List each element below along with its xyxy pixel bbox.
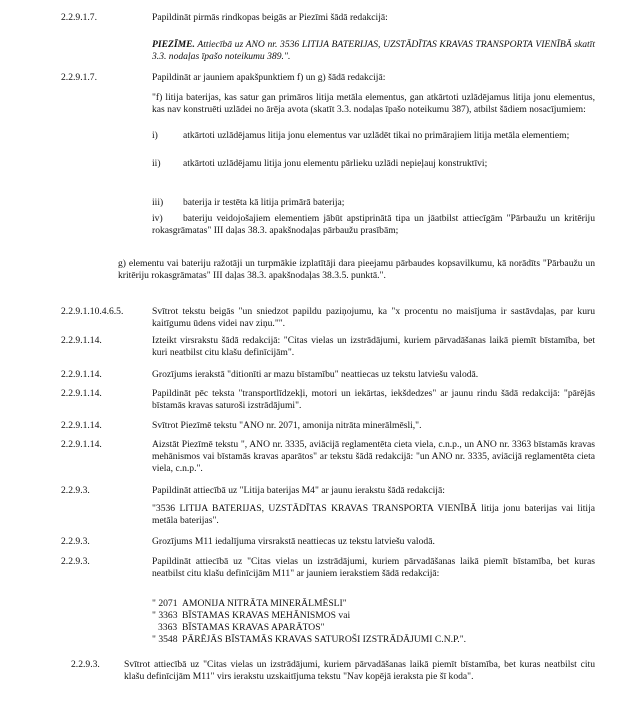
amendment-text: Izteikt virsrakstu šādā redakcijā: "Citas vielas un izstrādājumi, kuriem pārvadāšanas laikā piemīt bīstamība, bet kuri neatbilst citu klašu definīcijām". [152, 335, 595, 359]
amendment-text: Grozījums M11 iedalījuma virsrakstā neattiecas uz tekstu latviešu valodā. [152, 536, 435, 547]
clause-number: 2.2.9.1.14. [61, 420, 102, 431]
item-iii-text: baterija ir testēta kā litija primārā baterija; [183, 197, 345, 208]
clause-number: 2.2.9.1.10.4.6.5. [61, 306, 124, 317]
clause-number: 2.2.9.1.7. [61, 12, 97, 23]
entry-list [152, 598, 595, 646]
amendment-text: Svītrot Piezīmē tekstu "ANO nr. 2071, amonija nitrāta minerālmēsli,". [152, 420, 422, 431]
item-f: "f) litija baterijas, kas satur gan primāros litija metāla elementus, gan atkārtoti uzlādējamus litija jonu elementus, kas nav konstruēti uzlādei no ārēja avota (skatīt 3.3. nodaļas īpašo noteikumu 387), atbilst šādiem nosacījumiem: [152, 92, 595, 116]
note-quote [152, 39, 595, 63]
item-iv-label: iv) [152, 213, 163, 224]
item-i-text: atkārtoti uzlādējamus litija jonu elementus var uzlādēt tikai no primārajiem litija metāla elementiem; [183, 130, 570, 141]
amendment-text: Papildināt ar jauniem apakšpunktiem f) un g) šādā redakcijā: [152, 72, 386, 83]
entry-code: 3363 [158, 622, 178, 634]
new-entry-quote: "3536 LITIJA BATERIJAS, UZSTĀDĪTAS KRAVAS TRANSPORTA VIENĪBĀ litija jonu baterijas vai litija metāla baterijas". [152, 503, 595, 527]
item-ii [152, 158, 595, 170]
item-i [152, 130, 595, 142]
list-item [152, 610, 595, 622]
entry-name: AMONIJA NITRĀTA MINERĀLMĒSLI" [182, 598, 347, 609]
amendment-text: Papildināt pirmās rindkopas beigās ar Piezīmi šādā redakcijā: [152, 12, 388, 23]
clause-number: 2.2.9.3. [71, 659, 100, 670]
item-iii [152, 197, 595, 209]
note-label: PIEZĪME. [152, 39, 195, 50]
clause-number: 2.2.9.1.14. [61, 388, 102, 399]
clause-number: 2.2.9.1.14. [61, 335, 102, 346]
list-item [152, 622, 595, 634]
entry-name: BĪSTAMAS KRAVAS MEHĀNISMOS vai [182, 610, 351, 622]
clause-number: 2.2.9.1.7. [61, 72, 97, 83]
amendment-text: Svītrot attiecībā uz "Citas vielas un izstrādājumi, kuriem pārvadāšanas laikā piemīt bīstamība, bet kuras neatbilst citu klašu definīcijām M11" virs ierakstu uzskaitījuma tekstu "Nav kopējā ieraksta pie šī koda". [124, 659, 595, 683]
item-iii-label: iii) [152, 197, 164, 208]
item-ii-text: atkārtoti uzlādējamu litija jonu elementu pārlieku uzlādi nepieļauj konstruktīvi; [183, 158, 488, 169]
amendment-text: Aizstāt Piezīmē tekstu ", ANO nr. 3335, aviācijā reglamentēta cieta viela, c.n.p., un ANO nr. 3363 bīstamās kravas mehānismos vai bīstamās kravas aparātos" ar tekstu šādā redakcijā: "un ANO nr. 3335, aviācijā reglamentēta cieta viela, c.n.p.". [152, 439, 595, 475]
entry-name: PĀRĒJĀS BĪSTAMĀS KRAVAS SATUROŠI IZSTRĀDĀJUMI C.N.P.". [182, 634, 467, 646]
item-iv [152, 213, 595, 237]
amendment-text: Papildināt attiecībā uz "Litija baterijas M4" ar jaunu ierakstu šādā redakcijā: [152, 485, 445, 496]
item-g: g) elementu vai bateriju ražotāji un turpmākie izplatītāji dara pieejamu pārbaudes kopsavilkumu, kā norādīts "Pārbaužu un kritēriju rokasgrāmatas" III daļas 38.3. apakšnodaļas 38.3.5. punktā.". [118, 258, 595, 282]
entry-name: BĪSTAMAS KRAVAS APARĀTOS" [182, 622, 325, 634]
list-item [152, 634, 595, 646]
clause-number: 2.2.9.1.14. [61, 439, 102, 450]
note-body: Attiecībā uz ANO nr. 3536 LITIJA BATERIJAS, UZSTĀDĪTAS KRAVAS TRANSPORTA VIENĪBĀ skatīt 3.3. nodaļas īpašo noteikumu 389.". [152, 39, 595, 63]
clause-number: 2.2.9.3. [61, 485, 90, 496]
item-ii-label: ii) [152, 158, 161, 169]
amendment-text: Svītrot tekstu beigās "un sniedzot papildu paziņojumu, ka "x procentu no maisījuma ir sastāvdaļas, par kuru kaitīgumu ūdens videi nav ziņu."". [152, 306, 595, 330]
list-item [152, 598, 595, 610]
amendment-text: Papildināt attiecībā uz "Citas vielas un izstrādājumi, kuriem pārvadāšanas laikā piemīt bīstamība, bet kuras neatbilst citu klašu definīcijām M11" ar jauniem ierakstiem šādā redakcijā: [152, 556, 595, 580]
entry-code: " 3548 [152, 634, 178, 646]
clause-number: 2.2.9.3. [61, 536, 90, 547]
amendment-text: Papildināt pēc teksta "transportlīdzekļi, motori un iekārtas, iekšdedzes" ar jaunu rindu šādā redakcijā: "pārējās bīstamās kravas saturoši izstrādājumi". [152, 388, 595, 412]
entry-code: " 2071 [152, 598, 178, 609]
clause-number: 2.2.9.1.14. [61, 369, 102, 380]
amendment-text: Grozījums ierakstā "ditionīti ar mazu bīstamību" neattiecas uz tekstu latviešu valodā. [152, 369, 479, 380]
item-iv-text: bateriju veidojošajiem elementiem jābūt apstiprinātā tipa un jāatbilst attiecīgām "Pārbaužu un kritēriju rokasgrāmatas" III daļas 38.3. apakšnodaļas pārbaužu prasībām; [152, 213, 595, 237]
clause-number: 2.2.9.3. [61, 556, 90, 567]
entry-code: " 3363 [152, 610, 178, 622]
item-i-label: i) [152, 130, 158, 141]
